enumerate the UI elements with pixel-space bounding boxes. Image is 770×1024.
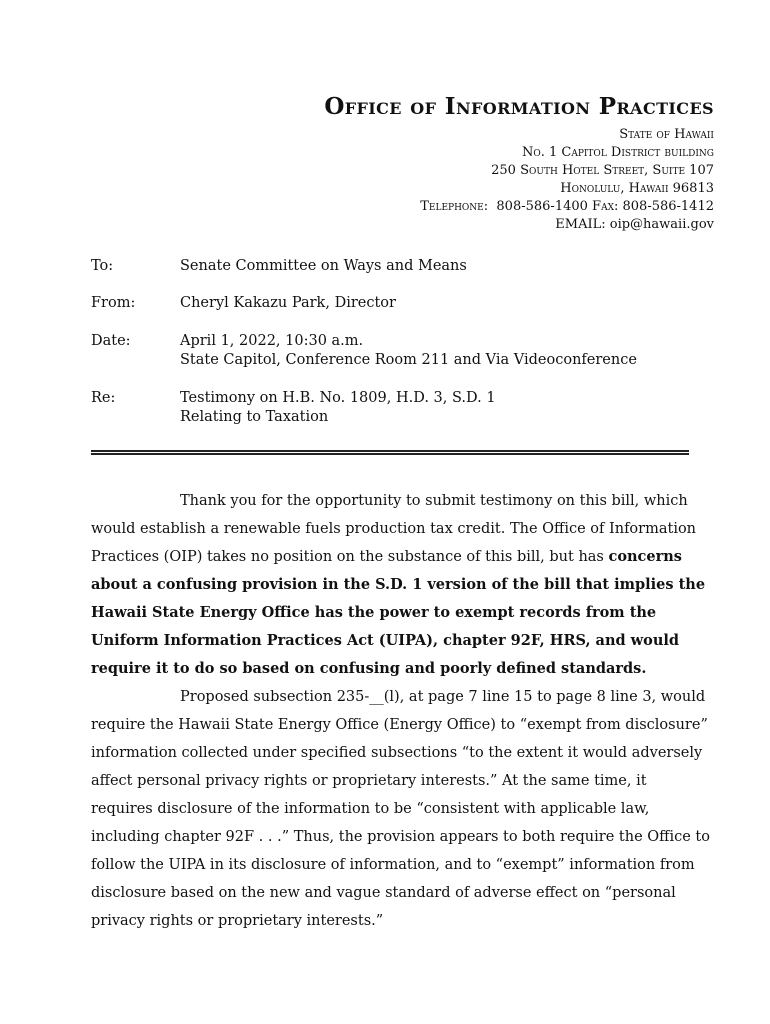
body-line-bold: Hawaii State Energy Office has the power to exempt records from the bbox=[91, 604, 657, 621]
from-value: Cheryl Kakazu Park, Director bbox=[180, 295, 396, 311]
fax-label: Fax: bbox=[592, 199, 619, 214]
body-line: follow the UIPA in its disclosure of information, and to “exempt” information from bbox=[91, 857, 695, 873]
location-value: State Capitol, Conference Room 211 and Via Videoconference bbox=[180, 352, 637, 368]
body-line: would establish a renewable fuels production tax credit. The Office of Information bbox=[91, 521, 697, 537]
body-text-bold: concerns bbox=[608, 548, 682, 565]
letterhead-address bbox=[420, 126, 714, 234]
state-line: State of Hawaii bbox=[619, 127, 714, 142]
telephone-label: Telephone: bbox=[420, 199, 489, 214]
body-line-bold: about a confusing provision in the S.D. 1 version of the bill that implies the bbox=[91, 576, 706, 593]
body-line: Thank you for the opportunity to submit testimony on this bill, which bbox=[180, 493, 688, 509]
re-value: Testimony on H.B. No. 1809, H.D. 3, S.D. 1 bbox=[180, 390, 496, 406]
fax-number: 808-586-1412 bbox=[622, 199, 714, 214]
testimony-body bbox=[91, 487, 710, 935]
body-line bbox=[91, 543, 691, 571]
email-address: oip@hawaii.gov bbox=[609, 217, 714, 232]
body-line: privacy rights or proprietary interests.” bbox=[91, 913, 384, 929]
memo-from-row bbox=[91, 294, 396, 313]
building-line: No. 1 Capitol District building bbox=[521, 145, 714, 160]
body-line: affect personal privacy rights or proprietary interests.” At the same time, it bbox=[91, 773, 647, 789]
memo-re-row bbox=[91, 389, 496, 427]
re-subject: Relating to Taxation bbox=[180, 409, 329, 425]
re-label: Re: bbox=[91, 390, 116, 406]
date-label: Date: bbox=[91, 333, 131, 349]
phone-fax-line bbox=[420, 198, 714, 216]
body-line-bold: Uniform Information Practices Act (UIPA), chapter 92F, HRS, and would bbox=[91, 632, 680, 649]
body-line: Proposed subsection 235-__(l), at page 7 line 15 to page 8 line 3, would bbox=[180, 689, 706, 705]
email-line bbox=[420, 216, 714, 234]
to-label: To: bbox=[91, 258, 114, 274]
body-line: disclosure based on the new and vague standard of adverse effect on “personal bbox=[91, 885, 676, 901]
memo-to-row bbox=[91, 257, 467, 276]
body-line: information collected under specified subsections “to the extent it would adversely bbox=[91, 745, 703, 761]
email-label: EMAIL: bbox=[555, 217, 606, 232]
city-line: Honolulu, Hawaii 96813 bbox=[560, 181, 714, 196]
body-line-bold: require it to do so based on confusing and poorly defined standards. bbox=[91, 660, 647, 677]
body-line: require the Hawaii State Energy Office (Energy Office) to “exempt from disclosure” bbox=[91, 717, 708, 733]
body-line: including chapter 92F . . .” Thus, the provision appears to both require the Office to bbox=[91, 829, 710, 845]
double-divider bbox=[91, 450, 689, 455]
to-value: Senate Committee on Ways and Means bbox=[180, 258, 467, 274]
office-title: Office of Information Practices bbox=[324, 93, 714, 120]
date-value: April 1, 2022, 10:30 a.m. bbox=[180, 333, 364, 349]
street-line: 250 South Hotel Street, Suite 107 bbox=[491, 163, 714, 178]
memo-date-row bbox=[91, 332, 637, 370]
body-text-plain: Practices (OIP) takes no position on the substance of this bill, but has bbox=[91, 549, 609, 565]
from-label: From: bbox=[91, 295, 136, 311]
body-line: requires disclosure of the information to be “consistent with applicable law, bbox=[91, 801, 650, 817]
telephone-number: 808-586-1400 bbox=[496, 199, 588, 214]
